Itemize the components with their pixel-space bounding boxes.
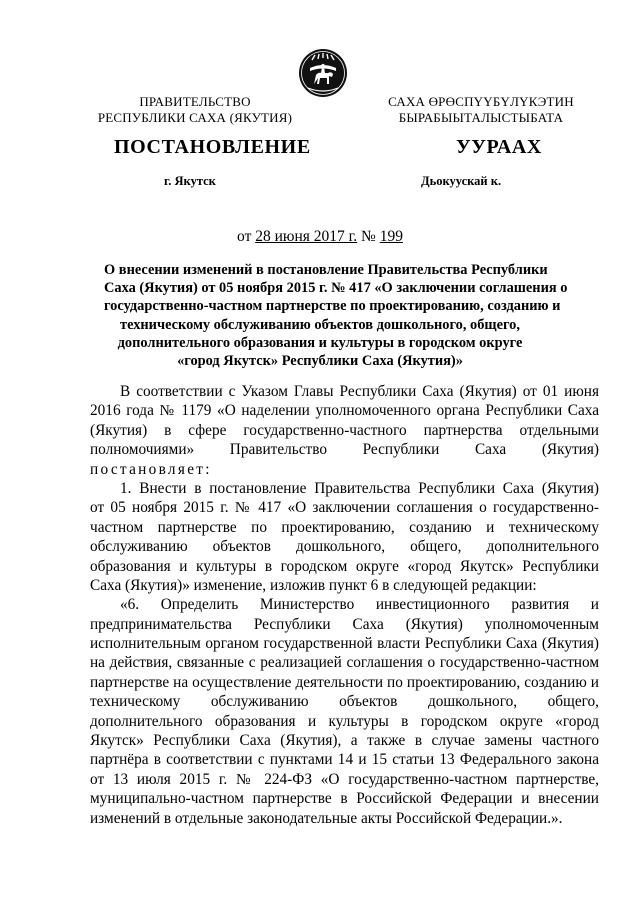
body-line: муниципально-частном партнерстве в Российской Федерации и внесении (90, 790, 599, 808)
body-line: исполнительным органом государственной власти Республики Саха (Якутия) (90, 635, 599, 653)
body-line: Саха (Якутия)» изменение, изложив пункт 6 в следующей редакции: (90, 576, 537, 594)
government-name-russian (95, 94, 295, 126)
title-line: дополнительного образования и культуры в городском округе (117, 334, 523, 351)
body-line: партнёра в соответствии с пунктами 14 и 15 статьи 13 Федерального закона (90, 751, 599, 769)
gov-ru-line1: ПРАВИТЕЛЬСТВО (139, 94, 251, 109)
body-line: частном партнерстве по проектированию, созданию и техническому (90, 518, 599, 536)
body-line: от 05 ноября 2015 г. № 417 «О заключении соглашения о государственно- (90, 499, 599, 517)
body-line: образования и культуры в городском округе «город Якутск» Республики (90, 557, 599, 575)
gov-sakha-line1: САХА ӨРӨСПҮҮБҮЛҮКЭТИН (388, 94, 574, 109)
number-sign: № (361, 228, 376, 245)
coat-of-arms-icon (298, 48, 348, 98)
body-line: В соответствии с Указом Главы Республики Саха (Якутия) от 01 июня (120, 383, 599, 400)
body-line: на действия, связанные с реализацией соглашения о государственно-частном (90, 654, 599, 672)
body-line: изменений в отдельные законодательные акты Российской Федерации.». (90, 809, 563, 827)
gov-sakha-line2: БЫРАБЫЫТАЛЫСТЫБАТА (398, 110, 564, 125)
body-line: 2016 года № 1179 «О наделении уполномоченного органа Республики Саха (90, 402, 599, 420)
body-line: партнерстве на осуществление деятельности по проектированию, созданию и (90, 673, 599, 691)
body-line: от 13 июля 2015 г. № 224-ФЗ «О государственно-частном партнерстве, (90, 770, 599, 788)
document-number: 199 (379, 228, 403, 245)
body-line: (Якутия) в сфере государственно-частного партнерства отдельными (90, 421, 599, 439)
document-title (104, 261, 568, 370)
body-line: предпринимательства Республики Саха (Якутия) уполномоченным (90, 615, 599, 633)
body-line: постановляет: (90, 460, 212, 478)
city-russian: г. Якутск (164, 174, 216, 188)
title-line: Саха (Якутия) от 05 ноября 2015 г. № 417 «О заключении соглашения о (104, 280, 568, 297)
title-line: техническому обслуживанию объектов дошкольного, общего, (120, 316, 520, 333)
government-name-sakha (383, 94, 579, 126)
body-line: Якутск» Республики Саха (Якутия), а также в случае замены частного (90, 732, 599, 750)
body-line: полномочиями» Правительство Республики Саха (Якутия) (90, 441, 599, 459)
doc-type-sakha: УУРААХ (456, 136, 542, 158)
body-line: техническому обслуживанию объектов дошкольного, общего, (90, 693, 599, 711)
document-body (90, 382, 599, 828)
gov-ru-line2: РЕСПУБЛИКИ САХА (ЯКУТИЯ) (97, 110, 293, 125)
city-sakha: Дьокуускай к. (421, 174, 502, 188)
body-line: 1. Внести в постановление Правительства Республики Саха (Якутия) (120, 479, 599, 497)
body-line: «6. Определить Министерство инвестиционного развития и (120, 596, 599, 614)
title-line: «город Якутск» Республики Саха (Якутия)» (177, 353, 463, 370)
title-line: О внесении изменений в постановление Правительства Республики (104, 262, 548, 278)
document-date-number (0, 228, 640, 246)
document-date: 28 июня 2017 г. (255, 228, 358, 245)
title-line: государственно-частном партнерстве по проектированию, созданию и (104, 298, 561, 315)
doc-type-russian: ПОСТАНОВЛЕНИЕ (114, 136, 311, 158)
body-line: дополнительного образования и культуры в городском округе «город (90, 712, 599, 730)
date-prefix: от (237, 228, 252, 245)
body-line: обслуживанию объектов дошкольного, общего, дополнительного (90, 538, 599, 556)
